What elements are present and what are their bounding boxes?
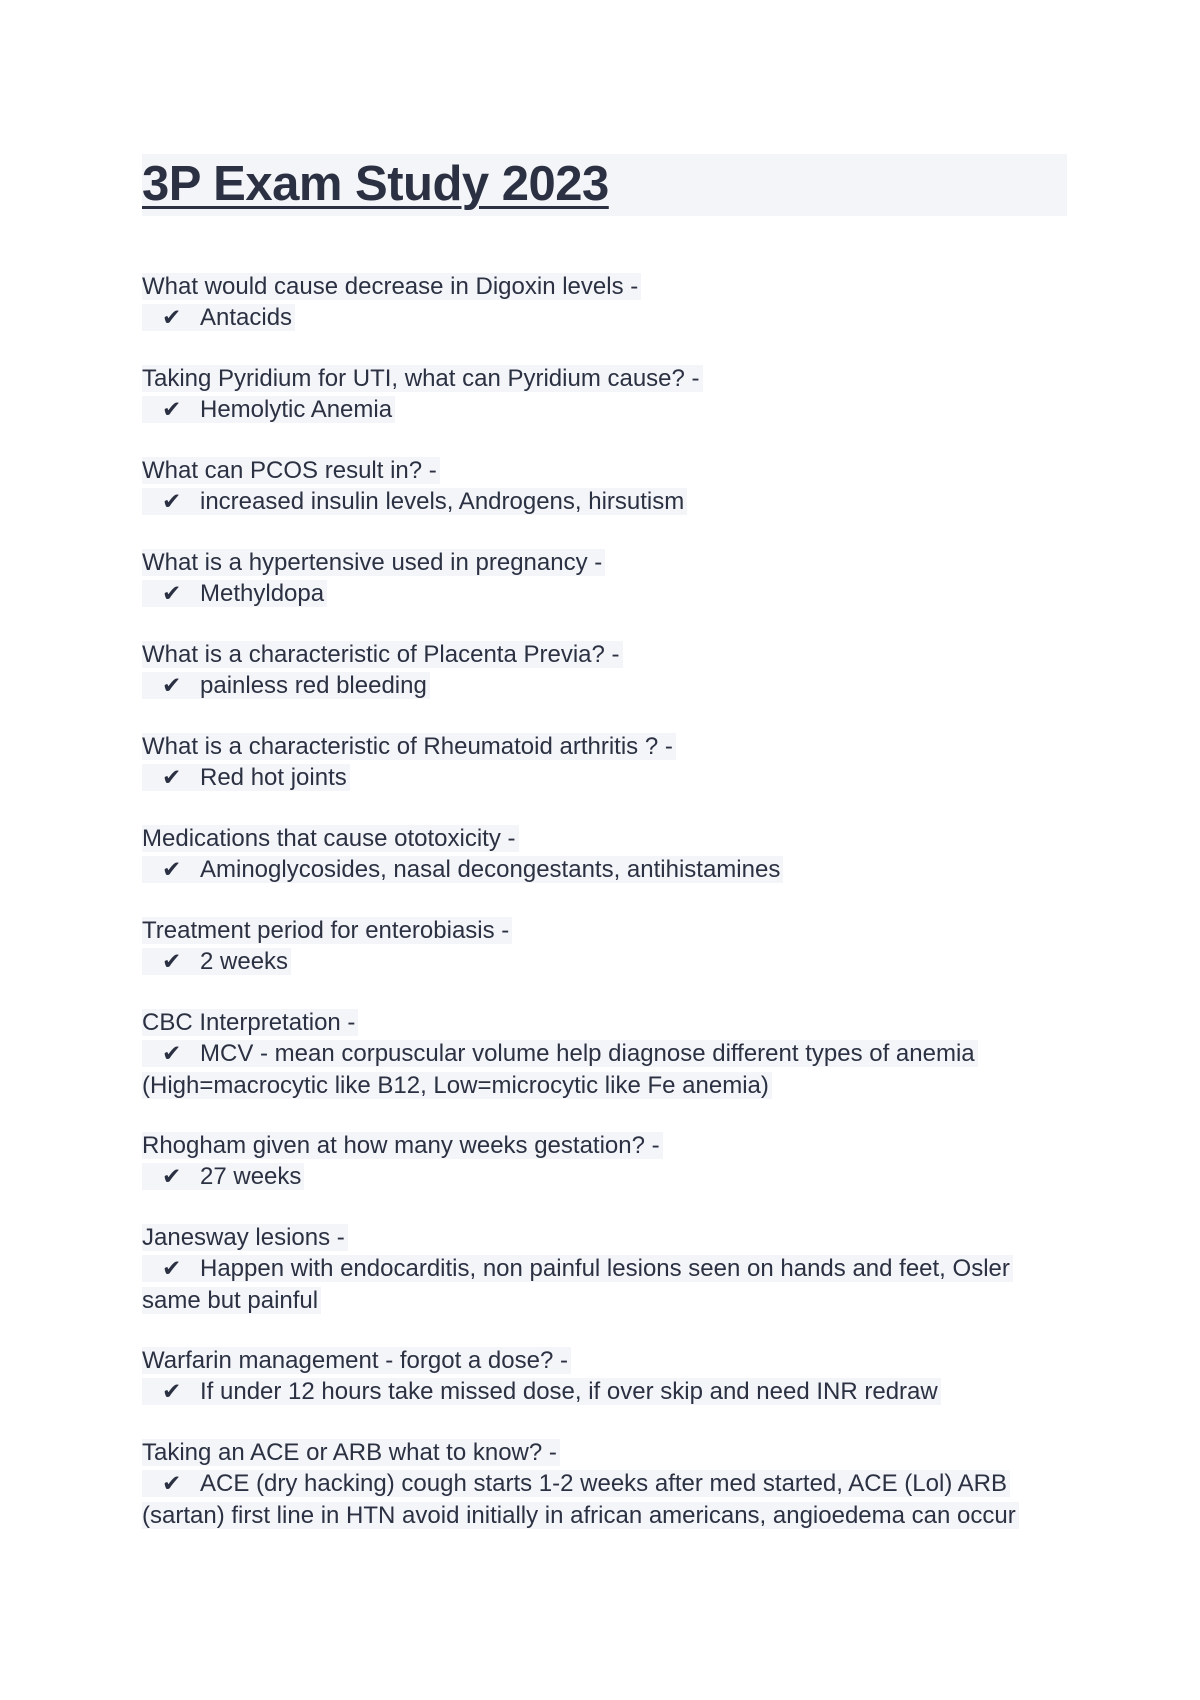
question-text: What can PCOS result in? - xyxy=(142,457,440,484)
answer-text: ACE (dry hacking) cough starts 1-2 weeks after med started, ACE (Lol) ARB (sartan) first line in HTN avoid initially in african americans, angioedema can occur xyxy=(142,1470,1016,1529)
checkmark-icon: ✔ xyxy=(162,397,182,423)
qa-item xyxy=(142,455,1067,518)
question-text: What is a characteristic of Placenta Previa? - xyxy=(142,641,623,668)
qa-item xyxy=(142,547,1067,610)
answer-text: Hemolytic Anemia xyxy=(200,396,393,423)
question-text: What is a hypertensive used in pregnancy - xyxy=(142,549,605,576)
question-text: Taking Pyridium for UTI, what can Pyridium cause? - xyxy=(142,365,703,392)
checkmark-icon: ✔ xyxy=(162,1041,182,1067)
question-text: Treatment period for enterobiasis - xyxy=(142,917,512,944)
answer-text: 27 weeks xyxy=(200,1163,302,1190)
answer-text: Red hot joints xyxy=(200,764,347,791)
qa-item xyxy=(142,639,1067,702)
question-text: CBC Interpretation - xyxy=(142,1009,358,1036)
question-text: Janesway lesions - xyxy=(142,1224,348,1251)
qa-item xyxy=(142,1222,1067,1316)
question-text: Taking an ACE or ARB what to know? - xyxy=(142,1439,560,1466)
question-text: What is a characteristic of Rheumatoid arthritis ? - xyxy=(142,733,676,760)
answer-text: painless red bleeding xyxy=(200,672,427,699)
checkmark-icon: ✔ xyxy=(162,581,182,607)
page-title: 3P Exam Study 2023 xyxy=(142,157,609,211)
answer-text: Happen with endocarditis, non painful lesions seen on hands and feet, Osler same but painful xyxy=(142,1255,1010,1314)
qa-list xyxy=(142,271,1067,1531)
qa-item xyxy=(142,363,1067,426)
checkmark-icon: ✔ xyxy=(162,1256,182,1282)
checkmark-icon: ✔ xyxy=(162,305,182,331)
checkmark-icon: ✔ xyxy=(162,1471,182,1497)
question-text: What would cause decrease in Digoxin levels - xyxy=(142,273,641,300)
checkmark-icon: ✔ xyxy=(162,857,182,883)
checkmark-icon: ✔ xyxy=(162,673,182,699)
checkmark-icon: ✔ xyxy=(162,1164,182,1190)
qa-item xyxy=(142,1437,1067,1531)
answer-text: Aminoglycosides, nasal decongestants, antihistamines xyxy=(200,856,781,883)
answer-text: 2 weeks xyxy=(200,948,289,975)
answer-text: Methyldopa xyxy=(200,580,325,607)
checkmark-icon: ✔ xyxy=(162,949,182,975)
qa-item xyxy=(142,271,1067,334)
answer-text: increased insulin levels, Androgens, hirsutism xyxy=(200,488,685,515)
checkmark-icon: ✔ xyxy=(162,1379,182,1405)
qa-item xyxy=(142,915,1067,978)
title-bar xyxy=(142,154,1067,216)
qa-item xyxy=(142,1130,1067,1193)
answer-text: MCV - mean corpuscular volume help diagnose different types of anemia (High=macrocytic like B12, Low=microcytic like Fe anemia) xyxy=(142,1040,975,1099)
question-text: Warfarin management - forgot a dose? - xyxy=(142,1347,571,1374)
checkmark-icon: ✔ xyxy=(162,489,182,515)
qa-item xyxy=(142,731,1067,794)
document-page xyxy=(142,154,1067,1560)
question-text: Medications that cause ototoxicity - xyxy=(142,825,519,852)
qa-item xyxy=(142,1007,1067,1101)
answer-text: If under 12 hours take missed dose, if over skip and need INR redraw xyxy=(200,1378,938,1405)
question-text: Rhogham given at how many weeks gestation? - xyxy=(142,1132,663,1159)
qa-item xyxy=(142,1345,1067,1408)
checkmark-icon: ✔ xyxy=(162,765,182,791)
answer-text: Antacids xyxy=(200,304,293,331)
qa-item xyxy=(142,823,1067,886)
